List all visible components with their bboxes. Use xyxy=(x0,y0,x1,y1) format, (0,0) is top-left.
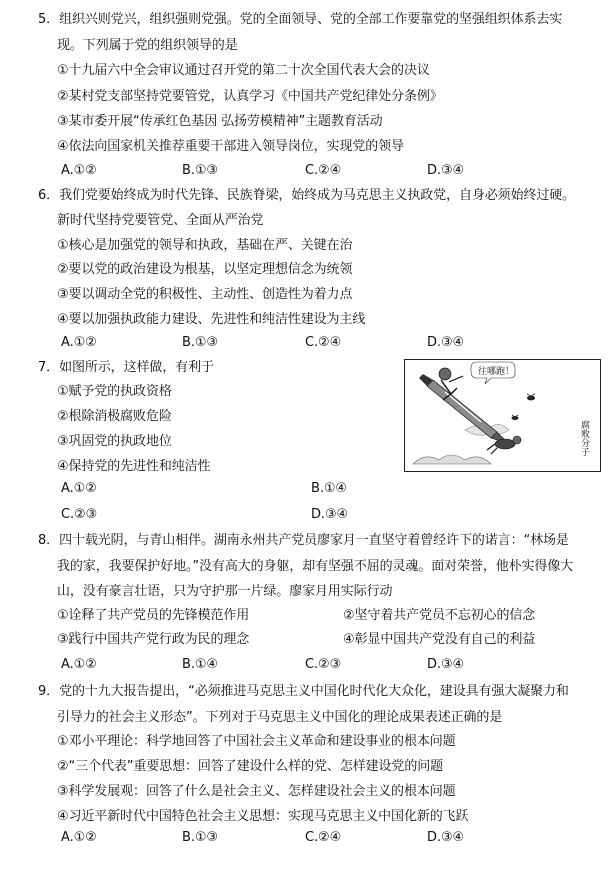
q6-item-4: ④要以加强执政能力建设、先进性和纯洁性建设为主线 xyxy=(57,312,366,327)
q6-option-a[interactable]: A.①② xyxy=(61,335,97,350)
q5-stem-line-2: 现。下列属于党的组织领导的是 xyxy=(57,38,238,53)
q7-option-b[interactable]: B.①④ xyxy=(311,481,347,496)
q5-option-c[interactable]: C.②④ xyxy=(305,163,342,178)
q8-option-c[interactable]: C.②③ xyxy=(305,657,342,672)
q5-option-a[interactable]: A.①② xyxy=(61,163,97,178)
q6-stem-line-2: 新时代坚持党要管党、全面从严治党 xyxy=(57,213,264,228)
q6-item-1: ①核心是加强党的领导和执政，基础在严、关键在治 xyxy=(57,238,353,253)
q8-item-3: ③践行中国共产党行政为民的理念 xyxy=(57,632,250,647)
q6-option-b[interactable]: B.①③ xyxy=(182,335,218,350)
q7-option-d[interactable]: D.③④ xyxy=(311,507,349,522)
q8-item-2: ②坚守着共产党员不忘初心的信念 xyxy=(343,608,536,623)
q5-item-3: ③某市委开展“传承红色基因 弘扬劳模精神”主题教育活动 xyxy=(57,114,383,129)
cloud-shape xyxy=(413,455,491,464)
q7-option-c[interactable]: C.②③ xyxy=(61,507,98,522)
q8-stem-line-2: 我的家，我要保护好地。”没有高大的身躯，却有坚强不屈的灵魂。面对荣誉，他朴实得像大 xyxy=(57,559,574,574)
q8-option-b[interactable]: B.①④ xyxy=(182,657,218,672)
q8-option-d[interactable]: D.③④ xyxy=(427,657,465,672)
q9-item-4: ④习近平新时代中国特色社会主义思想：实现马克思主义中国化新的飞跃 xyxy=(57,809,469,824)
q9-item-1: ①邓小平理论：科学地回答了中国社会主义革命和建设事业的根本问题 xyxy=(57,734,456,749)
q9-option-d[interactable]: D.③④ xyxy=(427,830,465,845)
q5-item-4: ④依法向国家机关推荐重要干部进入领导岗位，实现党的领导 xyxy=(57,139,404,154)
q9-option-a[interactable]: A.①② xyxy=(61,830,97,845)
q8-stem-line-3: 山，没有豪言壮语，只为守护那一片绿。廖家月用实际行动 xyxy=(57,584,393,599)
q9-item-2: ②“三个代表”重要思想：回答了建设什么样的党、怎样建设党的问题 xyxy=(57,759,444,774)
q5-stem-line-1: 5．组织兴则党兴，组织强则党强。党的全面领导、党的全部工作要靠党的坚强组织体系去实 xyxy=(38,12,563,27)
q8-stem-line-1: 8．四十载光阴，与青山相伴。湖南永州共产党员廖家月一直坚守着曾经许下的诺言：“林场是 xyxy=(38,533,569,548)
q8-option-a[interactable]: A.①② xyxy=(61,657,97,672)
q7-item-3: ③巩固党的执政地位 xyxy=(57,434,172,449)
q7-item-1: ①赋予党的执政资格 xyxy=(57,384,172,399)
q6-option-c[interactable]: C.②④ xyxy=(305,335,342,350)
q9-option-c[interactable]: C.②④ xyxy=(305,830,342,845)
q9-item-3: ③科学发展观：回答了什么是社会主义、怎样建设社会主义的根本问题 xyxy=(57,784,456,799)
pen-figure xyxy=(419,374,509,444)
q7-stem: 7．如图所示，这样做，有利于 xyxy=(38,360,214,375)
q6-option-d[interactable]: D.③④ xyxy=(427,335,465,350)
q7-item-2: ②根除消极腐败危险 xyxy=(57,409,172,424)
q5-option-d[interactable]: D.③④ xyxy=(427,163,465,178)
q8-item-1: ①诠释了共产党员的先锋模范作用 xyxy=(57,608,250,623)
q7-cartoon xyxy=(404,359,601,472)
q9-stem-line-1: 9．党的十九大报告提出，“必须推进马克思主义中国化时代化大众化，建设具有强大凝聚力和 xyxy=(38,684,569,699)
q6-stem-line-1: 6．我们党要始终成为时代先锋、民族脊梁，始终成为马克思主义执政党，自身必须始终过硬。 xyxy=(38,188,576,203)
q7-item-4: ④保持党的先进性和纯洁性 xyxy=(57,459,211,474)
q6-item-2: ②要以党的政治建设为根基，以坚定理想信念为统领 xyxy=(57,262,353,277)
q8-item-4: ④彰显中国共产党没有自己的利益 xyxy=(343,632,536,647)
q6-item-3: ③要以调动全党的积极性、主动性、创造性为着力点 xyxy=(57,287,353,302)
q9-option-b[interactable]: B.①③ xyxy=(182,830,218,845)
fly-icons xyxy=(512,394,536,420)
q5-item-1: ①十九届六中全会审议通过召开党的第二十次全国代表大会的决议 xyxy=(57,63,430,78)
q7-option-a[interactable]: A.①② xyxy=(61,481,97,496)
cartoon-label: 腐败分子 xyxy=(579,420,589,456)
q5-option-b[interactable]: B.①③ xyxy=(182,163,218,178)
cartoon-speech-text: 往哪跑！ xyxy=(478,367,515,377)
q5-item-2: ②某村党支部坚持党要管党，认真学习《中国共产党纪律处分条例》 xyxy=(57,89,443,104)
q9-stem-line-2: 引导力的社会主义形态”。下列对于马克思主义中国化的理论成果表述正确的是 xyxy=(57,710,503,725)
